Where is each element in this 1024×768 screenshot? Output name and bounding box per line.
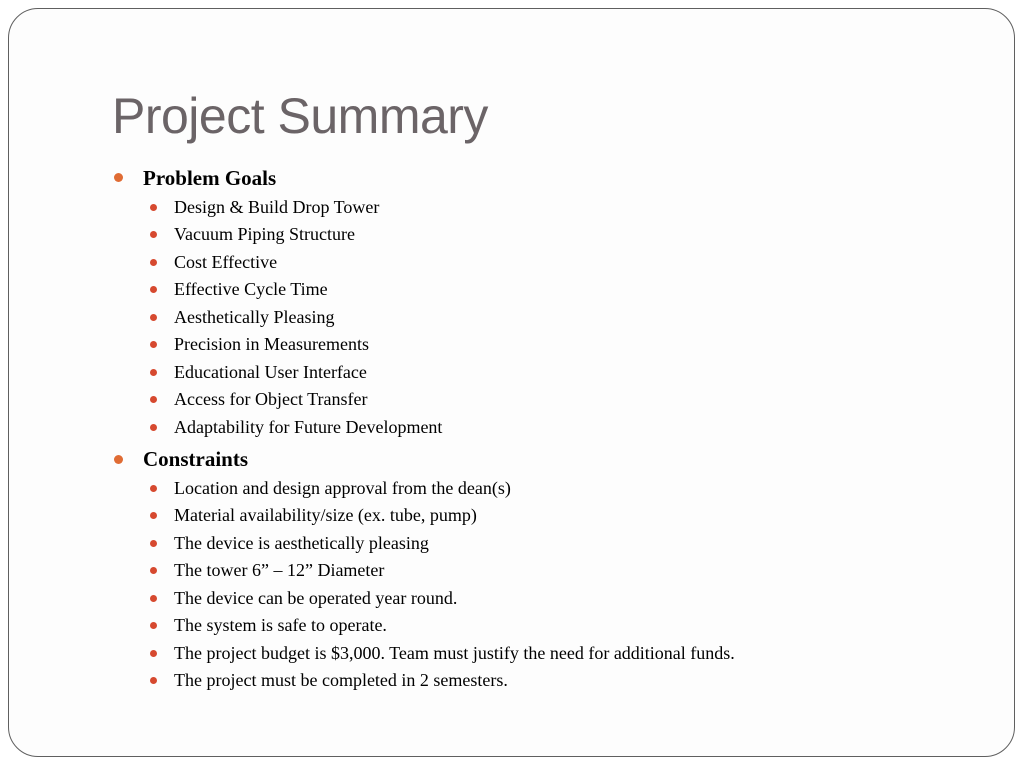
item-bullet-icon: [150, 677, 157, 684]
list-item: The tower 6” – 12” Diameter: [174, 560, 385, 580]
list-item: Aesthetically Pleasing: [174, 307, 335, 327]
item-bullet-icon: [150, 396, 157, 403]
list-item: Location and design approval from the dean(s): [174, 478, 511, 498]
list-item: Effective Cycle Time: [174, 279, 328, 299]
list-item: Adaptability for Future Development: [174, 417, 443, 437]
item-bullet-icon: [150, 204, 157, 211]
section-bullet-icon: [114, 455, 123, 464]
item-bullet-icon: [150, 286, 157, 293]
list-item: Access for Object Transfer: [174, 389, 368, 409]
item-bullet-icon: [150, 540, 157, 547]
list-item: Precision in Measurements: [174, 334, 369, 354]
item-bullet-icon: [150, 622, 157, 629]
item-bullet-icon: [150, 424, 157, 431]
item-bullet-icon: [150, 567, 157, 574]
item-bullet-icon: [150, 512, 157, 519]
list-item: The project must be completed in 2 semesters.: [174, 670, 508, 690]
list-item: Material availability/size (ex. tube, pump): [174, 505, 477, 525]
item-bullet-icon: [150, 595, 157, 602]
list-item: The system is safe to operate.: [174, 615, 387, 635]
list-item: Design & Build Drop Tower: [174, 197, 380, 217]
item-bullet-icon: [150, 341, 157, 348]
list-item: Vacuum Piping Structure: [174, 224, 355, 244]
section-heading-constraints: Constraints: [143, 447, 249, 471]
section-heading-problem-goals: Problem Goals: [143, 166, 277, 190]
list-item: Educational User Interface: [174, 362, 367, 382]
list-item: The device can be operated year round.: [174, 588, 458, 608]
item-bullet-icon: [150, 231, 157, 238]
item-bullet-icon: [150, 314, 157, 321]
slide-title: Project Summary: [112, 88, 488, 144]
item-bullet-icon: [150, 485, 157, 492]
list-item: The device is aesthetically pleasing: [174, 533, 429, 553]
item-bullet-icon: [150, 650, 157, 657]
list-item: Cost Effective: [174, 252, 278, 272]
item-bullet-icon: [150, 369, 157, 376]
section-bullet-icon: [114, 173, 123, 182]
list-item: The project budget is $3,000. Team must justify the need for additional funds.: [174, 643, 735, 663]
item-bullet-icon: [150, 259, 157, 266]
